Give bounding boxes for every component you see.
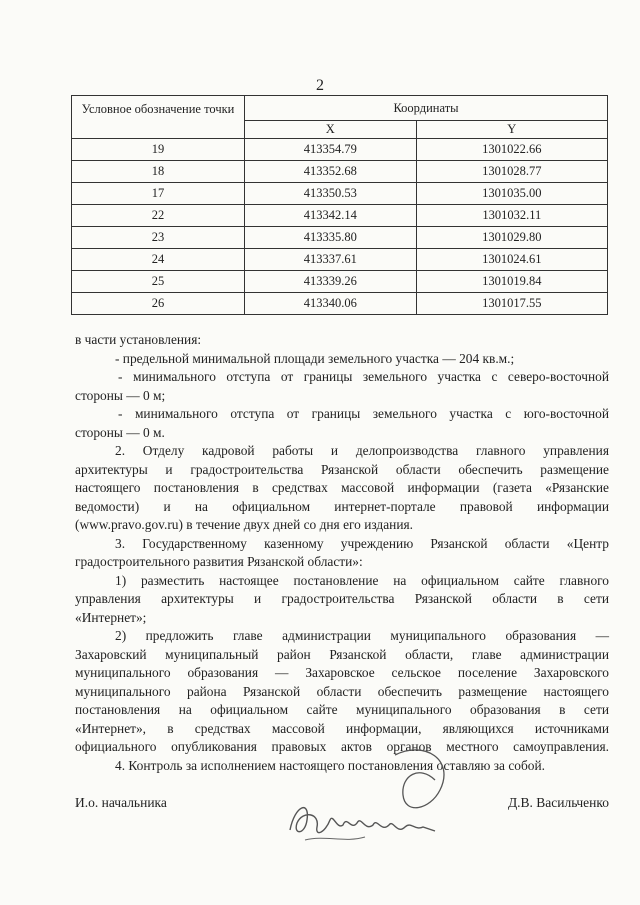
table-row	[72, 183, 608, 205]
cell-x: 413340.06	[245, 293, 417, 315]
paragraph-line: - минимального отступа от границы земельного участка с юго-восточной	[118, 406, 609, 421]
paragraph-line: постановления на официальном сайте муниципального образования в сети	[75, 702, 609, 717]
cell-point: 23	[72, 227, 245, 249]
cell-x: 413354.79	[245, 139, 417, 161]
table-row	[72, 139, 608, 161]
table-row	[72, 205, 608, 227]
cell-point: 18	[72, 161, 245, 183]
cell-x: 413339.26	[245, 271, 417, 293]
paragraph-line: архитектуры и градостроительства Рязанской области обеспечить размещение	[75, 461, 609, 477]
paragraph-line: муниципального образования — Захаровское сельское поселение Захаровского	[75, 665, 609, 680]
cell-y: 1301019.84	[416, 271, 607, 293]
cell-point: 26	[72, 293, 245, 315]
signatory-position: И.о. начальника	[75, 795, 167, 810]
paragraph-line: «Интернет»;	[75, 609, 147, 625]
paragraph-line: стороны — 0 м.	[75, 424, 165, 440]
cell-y: 1301022.66	[416, 139, 607, 161]
cell-x: 413335.80	[245, 227, 417, 249]
paragraph-line: муниципального района Рязанской области обеспечить размещение настоящего	[75, 683, 609, 699]
paragraph-line: 2) предложить главе администрации муниципального образования —	[115, 628, 609, 643]
paragraph-line: 2. Отделу кадровой работы и делопроизводства главного управления	[115, 443, 609, 458]
table-row	[72, 293, 608, 315]
cell-point: 25	[72, 271, 245, 293]
paragraph-line: - минимального отступа от границы земельного участка с северо-восточной	[118, 369, 609, 384]
paragraph-line: в части установления:	[75, 332, 202, 347]
paragraph-line: «Интернет», в средствах массовой информации, являющихся источниками	[75, 720, 609, 736]
cell-point: 24	[72, 249, 245, 271]
paragraph-line: настоящего постановления в средствах массовой информации (газета «Рязанские	[75, 480, 609, 495]
cell-y: 1301029.80	[416, 227, 607, 249]
handwritten-signature	[285, 735, 475, 850]
paragraph-line: ведомости) и на официальном интернет-портале правовой информации	[75, 498, 609, 514]
cell-y: 1301035.00	[416, 183, 607, 205]
paragraph-line: 4. Контроль за исполнением настоящего постановления оставляю за собой.	[115, 757, 546, 773]
paragraph-line: официального опубликования правовых актов органов местного самоуправления.	[75, 739, 609, 754]
paragraph-line: - предельной минимальной площади земельного участка — 204 кв.м.;	[115, 350, 515, 366]
paragraph-line: Захаровский муниципальный район Рязанской области, главе администрации	[75, 646, 609, 662]
cell-y: 1301032.11	[416, 205, 607, 227]
coordinates-table	[71, 95, 608, 315]
table-row	[72, 227, 608, 249]
document-body	[75, 331, 609, 775]
page-number: 2	[316, 77, 324, 94]
header-point: Условное обозначение точки	[72, 96, 245, 139]
header-y: Y	[416, 121, 607, 139]
table-row	[72, 249, 608, 271]
cell-point: 22	[72, 205, 245, 227]
header-coordinates: Координаты	[245, 96, 608, 121]
paragraph-line: градостроительного развития Рязанской области»:	[75, 554, 363, 569]
paragraph-line: управления архитектуры и градостроительства Рязанской области в сети	[75, 591, 609, 606]
paragraph-line: 1) разместить настоящее постановление на официальном сайте главного	[115, 572, 609, 588]
table-row	[72, 161, 608, 183]
signatory-name: Д.В. Васильченко	[507, 795, 609, 810]
header-x: X	[245, 121, 417, 139]
table-row	[72, 271, 608, 293]
paragraph-line: стороны — 0 м;	[75, 387, 166, 403]
cell-x: 413352.68	[245, 161, 417, 183]
cell-y: 1301017.55	[416, 293, 607, 315]
cell-x: 413342.14	[245, 205, 417, 227]
cell-x: 413350.53	[245, 183, 417, 205]
cell-point: 17	[72, 183, 245, 205]
cell-y: 1301028.77	[416, 161, 607, 183]
paragraph-line: 3. Государственному казенному учреждению Рязанской области «Центр	[115, 535, 609, 551]
paragraph-line: (www.pravo.gov.ru) в течение двух дней со дня его издания.	[75, 517, 414, 532]
cell-y: 1301024.61	[416, 249, 607, 271]
cell-point: 19	[72, 139, 245, 161]
cell-x: 413337.61	[245, 249, 417, 271]
